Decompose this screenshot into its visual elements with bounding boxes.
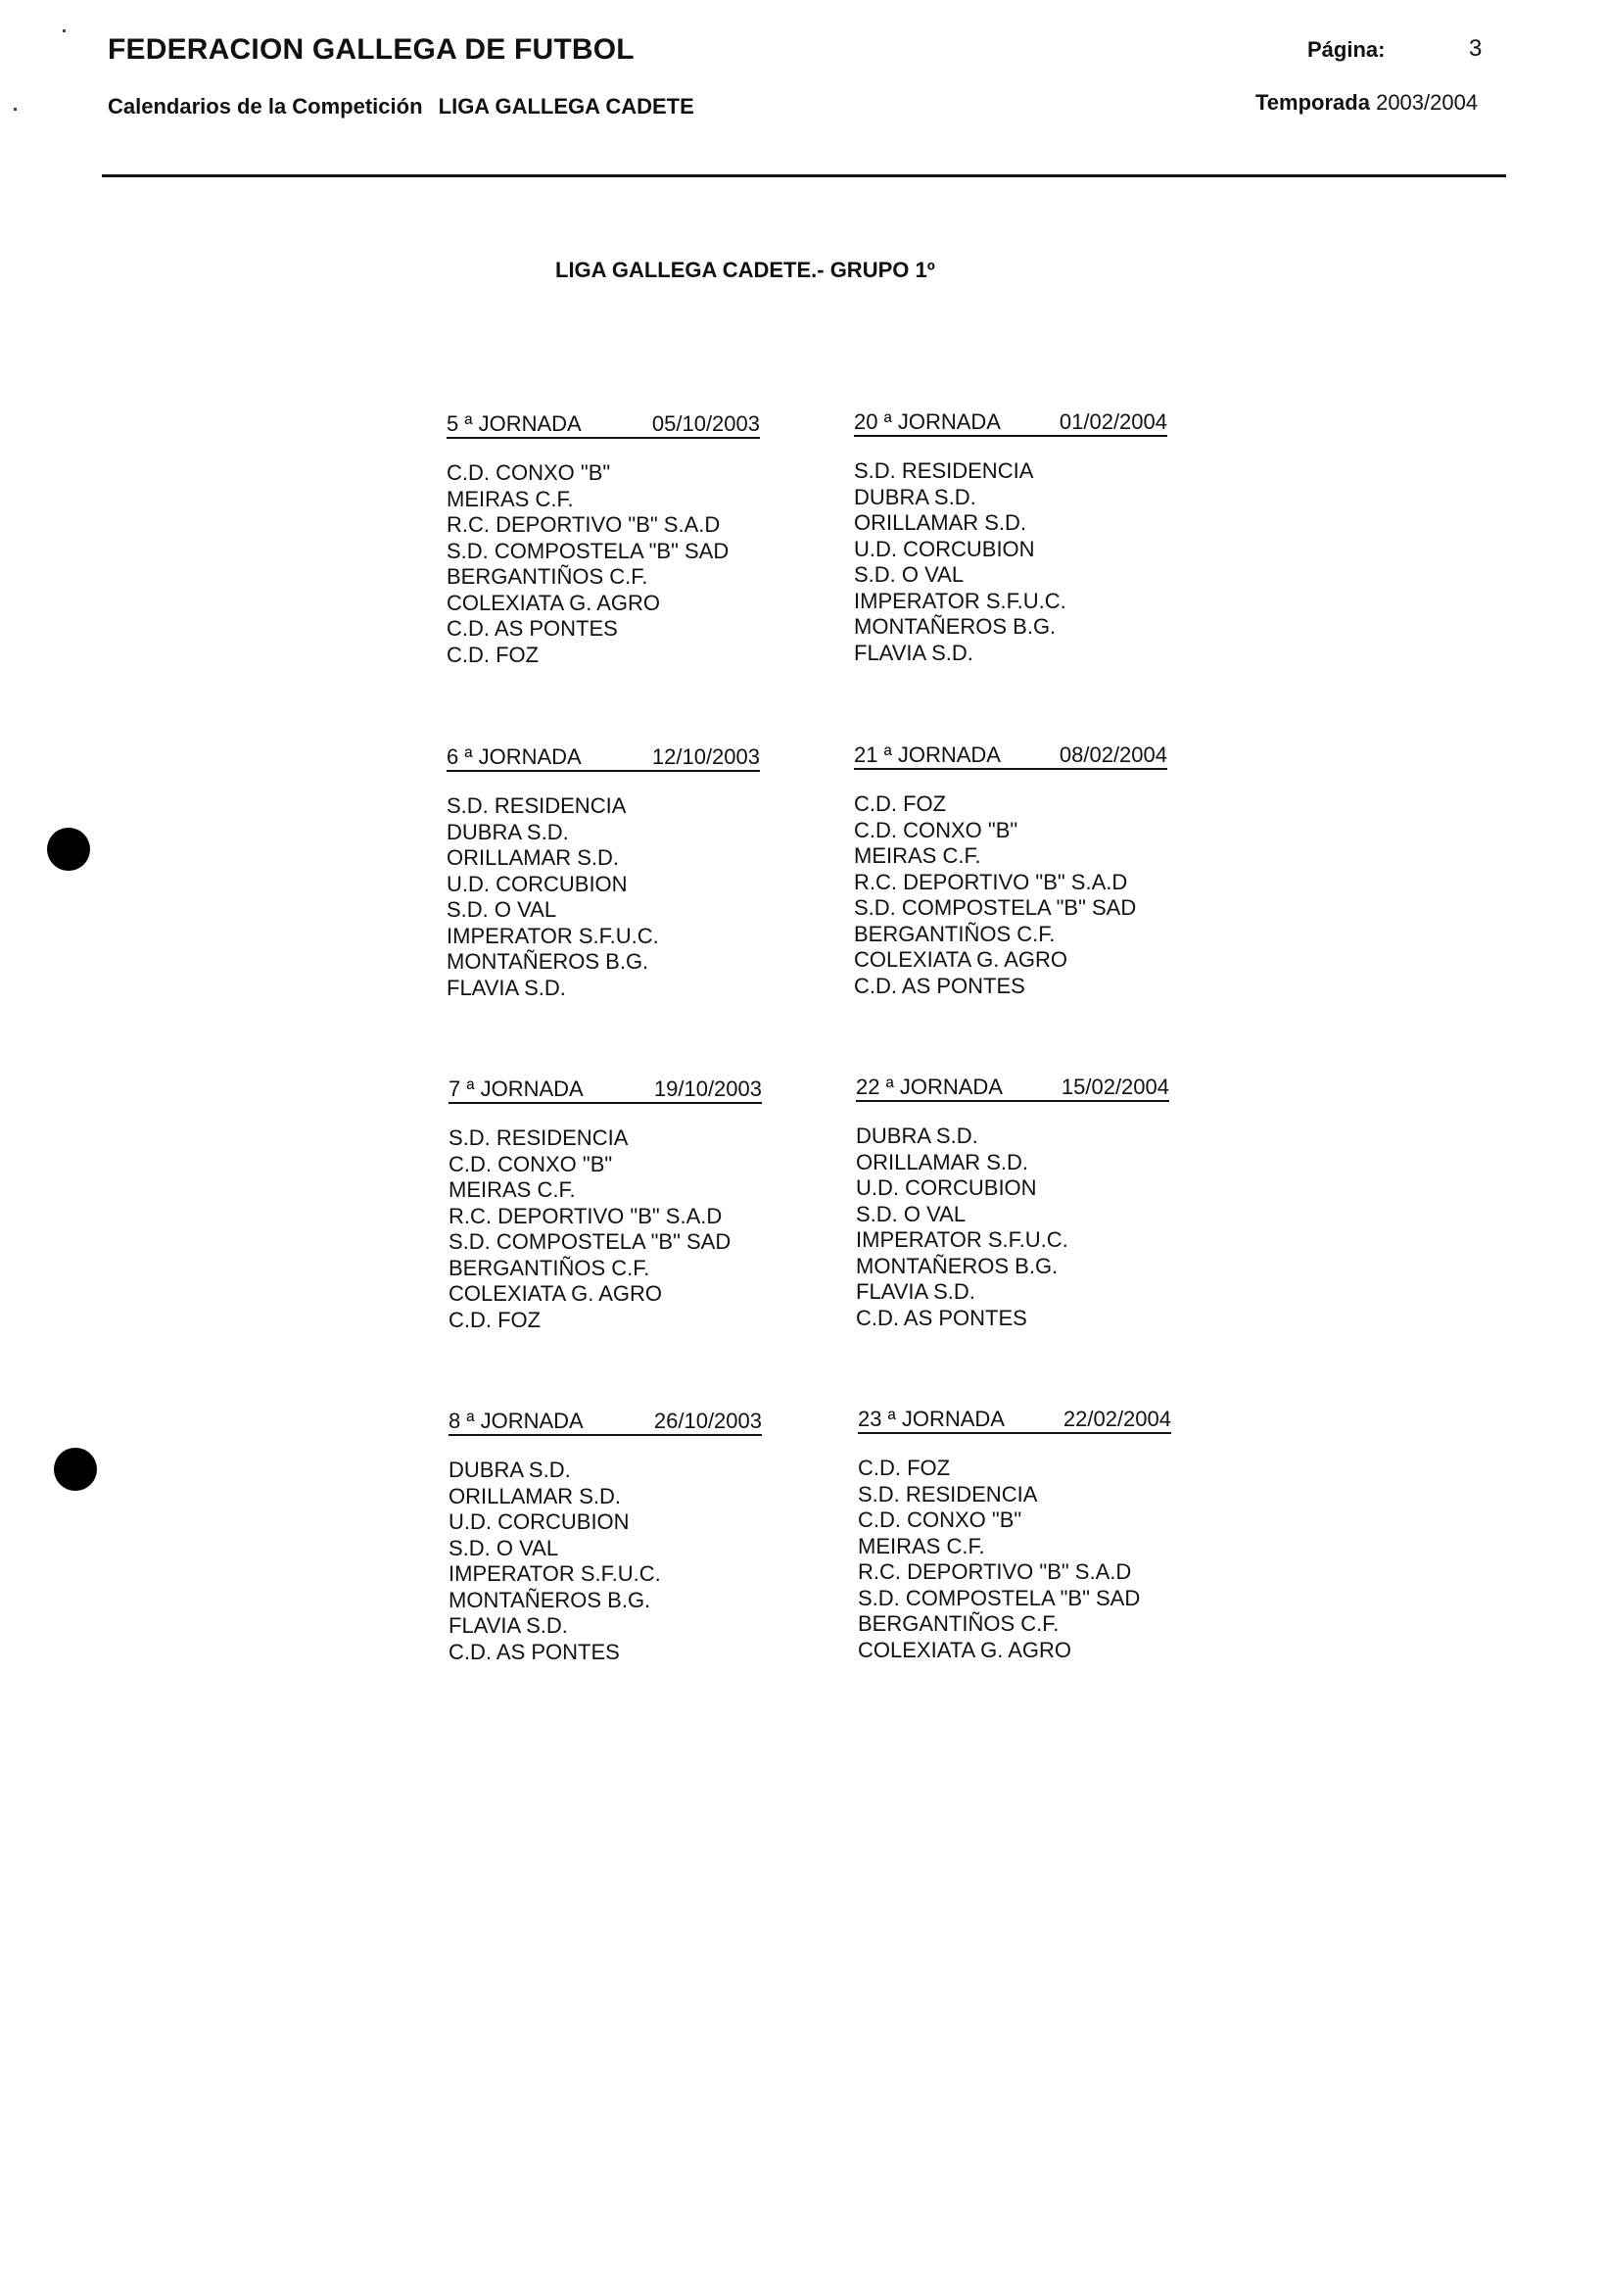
team-list xyxy=(854,458,1167,666)
team-name: MEIRAS C.F. xyxy=(447,486,574,511)
team-name: MEIRAS C.F. xyxy=(854,843,981,868)
jornada-name: 7 ª JORNADA xyxy=(449,1076,584,1101)
jornada-block xyxy=(858,1407,1171,1663)
team-name: C.D. AS PONTES xyxy=(856,1305,1027,1330)
team-name: S.D. COMPOSTELA "B" SAD xyxy=(854,895,1137,920)
jornada-name: 23 ª JORNADA xyxy=(858,1407,1005,1431)
team-name: ORILLAMAR S.D. xyxy=(856,1149,1029,1174)
team-name: BERGANTIÑOS C.F. xyxy=(858,1611,1060,1636)
team-name: COLEXIATA G. AGRO xyxy=(449,1281,663,1306)
jornada-underline xyxy=(854,435,1167,437)
jornada-date: 05/10/2003 xyxy=(651,411,760,436)
team-name: S.D. RESIDENCIA xyxy=(858,1481,1038,1507)
header-divider xyxy=(102,174,1506,177)
jornada-name: 22 ª JORNADA xyxy=(856,1075,1003,1099)
team-name: MEIRAS C.F. xyxy=(449,1177,576,1202)
team-name: BERGANTIÑOS C.F. xyxy=(854,921,1056,946)
jornada-block xyxy=(447,411,760,668)
team-name: MEIRAS C.F. xyxy=(858,1533,985,1558)
team-list xyxy=(449,1458,762,1665)
jornada-underline xyxy=(449,1434,762,1436)
jornada-date: 12/10/2003 xyxy=(651,744,760,769)
team-name: C.D. AS PONTES xyxy=(854,973,1025,998)
jornada-header xyxy=(858,1407,1171,1436)
federation-title: FEDERACION GALLEGA DE FUTBOL xyxy=(108,33,635,66)
season-value: 2003/2004 xyxy=(1376,90,1479,115)
team-name: FLAVIA S.D. xyxy=(856,1279,975,1304)
team-name: IMPERATOR S.F.U.C. xyxy=(447,923,659,948)
team-name: S.D. COMPOSTELA "B" SAD xyxy=(447,538,730,563)
team-name: C.D. FOZ xyxy=(447,642,540,667)
jornada-date: 15/02/2004 xyxy=(1061,1075,1169,1099)
team-name: COLEXIATA G. AGRO xyxy=(854,947,1068,972)
team-name: DUBRA S.D. xyxy=(447,819,569,844)
team-name: S.D. RESIDENCIA xyxy=(447,793,627,818)
team-name: S.D. O VAL xyxy=(449,1535,559,1560)
competition-name: LIGA GALLEGA CADETE xyxy=(438,94,694,119)
subtitle xyxy=(108,94,694,120)
season xyxy=(1255,90,1478,116)
team-name: IMPERATOR S.F.U.C. xyxy=(449,1561,661,1586)
jornada-underline xyxy=(858,1432,1171,1434)
team-list xyxy=(447,793,760,1001)
jornada-underline xyxy=(449,1102,762,1104)
team-name: R.C. DEPORTIVO "B" S.A.D xyxy=(447,512,721,537)
jornada-header xyxy=(447,411,760,441)
team-name: U.D. CORCUBION xyxy=(449,1509,630,1534)
team-name: S.D. COMPOSTELA "B" SAD xyxy=(449,1229,732,1254)
scan-speck xyxy=(63,29,66,32)
jornada-date: 08/02/2004 xyxy=(1059,742,1167,767)
team-name: DUBRA S.D. xyxy=(854,484,976,509)
team-list xyxy=(858,1456,1171,1663)
jornada-header xyxy=(447,744,760,774)
team-name: R.C. DEPORTIVO "B" S.A.D xyxy=(854,869,1128,894)
jornada-block xyxy=(856,1075,1169,1331)
jornada-date: 01/02/2004 xyxy=(1059,409,1167,434)
team-name: U.D. CORCUBION xyxy=(856,1175,1037,1200)
jornada-header xyxy=(854,409,1167,439)
team-name: C.D. FOZ xyxy=(854,791,947,816)
team-name: COLEXIATA G. AGRO xyxy=(858,1637,1072,1662)
team-name: DUBRA S.D. xyxy=(856,1124,978,1148)
team-list xyxy=(449,1125,762,1333)
team-name: S.D. RESIDENCIA xyxy=(854,458,1034,483)
jornada-block xyxy=(854,742,1167,999)
team-name: S.D. O VAL xyxy=(447,897,557,922)
team-name: MONTAÑEROS B.G. xyxy=(447,949,649,974)
page-label: Página: xyxy=(1307,37,1386,62)
team-name: MONTAÑEROS B.G. xyxy=(856,1253,1059,1278)
team-name: MONTAÑEROS B.G. xyxy=(854,614,1057,639)
team-name: COLEXIATA G. AGRO xyxy=(447,590,661,615)
team-name: C.D. CONXO "B" xyxy=(449,1151,613,1176)
team-name: S.D. O VAL xyxy=(854,562,965,587)
team-name: U.D. CORCUBION xyxy=(447,871,628,896)
group-title: LIGA GALLEGA CADETE.- GRUPO 1º xyxy=(555,258,935,282)
page-number: 3 xyxy=(1469,35,1483,62)
team-name: S.D. RESIDENCIA xyxy=(449,1125,629,1150)
team-list xyxy=(447,460,760,668)
team-name: C.D. CONXO "B" xyxy=(447,460,611,485)
team-name: BERGANTIÑOS C.F. xyxy=(447,564,648,589)
team-name: ORILLAMAR S.D. xyxy=(854,510,1027,535)
jornada-name: 5 ª JORNADA xyxy=(447,411,582,436)
team-name: IMPERATOR S.F.U.C. xyxy=(856,1227,1068,1252)
team-name: IMPERATOR S.F.U.C. xyxy=(854,588,1066,613)
jornada-header xyxy=(449,1409,762,1438)
jornada-header xyxy=(449,1076,762,1106)
team-name: FLAVIA S.D. xyxy=(447,975,566,1000)
jornada-underline xyxy=(854,768,1167,770)
team-list xyxy=(856,1124,1169,1331)
jornada-underline xyxy=(447,437,760,439)
team-name: C.D. AS PONTES xyxy=(449,1639,620,1664)
jornada-date: 19/10/2003 xyxy=(653,1076,762,1101)
team-name: ORILLAMAR S.D. xyxy=(447,845,620,870)
team-name: FLAVIA S.D. xyxy=(854,640,973,665)
jornada-block xyxy=(854,409,1167,666)
team-name: R.C. DEPORTIVO "B" S.A.D xyxy=(449,1203,723,1228)
team-name: MONTAÑEROS B.G. xyxy=(449,1587,651,1612)
jornada-name: 20 ª JORNADA xyxy=(854,409,1001,434)
team-name: ORILLAMAR S.D. xyxy=(449,1483,622,1508)
team-name: U.D. CORCUBION xyxy=(854,536,1035,561)
subtitle-label: Calendarios de la Competición xyxy=(108,94,423,119)
jornada-underline xyxy=(447,770,760,772)
team-name: C.D. FOZ xyxy=(858,1456,951,1480)
team-name: S.D. O VAL xyxy=(856,1201,967,1226)
team-name: C.D. CONXO "B" xyxy=(858,1507,1022,1532)
team-name: FLAVIA S.D. xyxy=(449,1613,568,1638)
punch-hole xyxy=(47,828,90,871)
team-name: C.D. AS PONTES xyxy=(447,616,618,641)
jornada-date: 22/02/2004 xyxy=(1063,1407,1171,1431)
jornada-name: 8 ª JORNADA xyxy=(449,1409,584,1433)
jornada-name: 21 ª JORNADA xyxy=(854,742,1001,767)
team-name: S.D. COMPOSTELA "B" SAD xyxy=(858,1585,1141,1610)
team-name: R.C. DEPORTIVO "B" S.A.D xyxy=(858,1559,1132,1584)
team-name: C.D. FOZ xyxy=(449,1307,542,1332)
scan-speck xyxy=(14,108,17,111)
team-name: C.D. CONXO "B" xyxy=(854,817,1018,842)
team-name: DUBRA S.D. xyxy=(449,1458,571,1482)
punch-hole xyxy=(54,1448,97,1491)
team-list xyxy=(854,791,1167,999)
jornada-header xyxy=(854,742,1167,772)
jornada-block xyxy=(449,1409,762,1665)
jornada-underline xyxy=(856,1100,1169,1102)
jornada-header xyxy=(856,1075,1169,1104)
jornada-name: 6 ª JORNADA xyxy=(447,744,582,769)
team-name: BERGANTIÑOS C.F. xyxy=(449,1255,650,1280)
jornada-block xyxy=(447,744,760,1001)
jornada-date: 26/10/2003 xyxy=(653,1409,762,1433)
season-label: Temporada xyxy=(1255,90,1370,115)
jornada-block xyxy=(449,1076,762,1333)
